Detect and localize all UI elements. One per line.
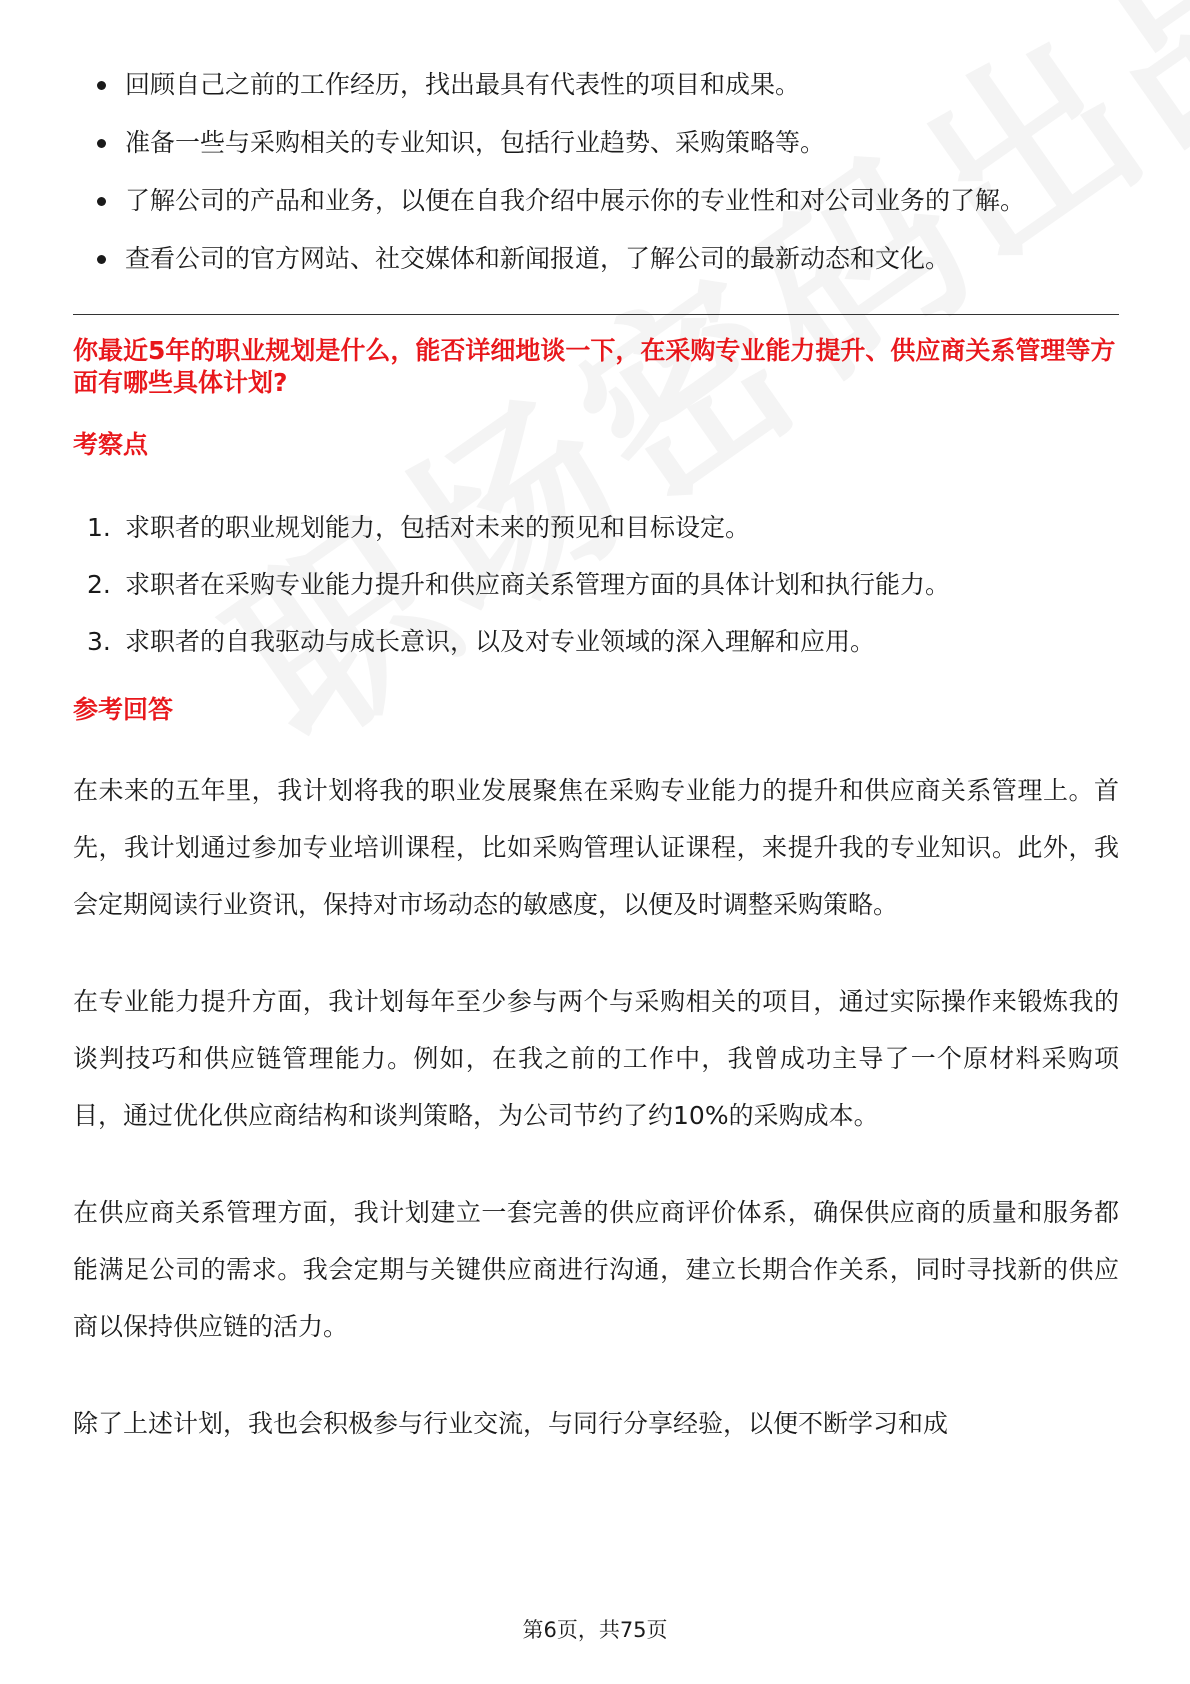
answer-paragraph: 在未来的五年里，我计划将我的职业发展聚焦在采购专业能力的提升和供应商关系管理上。首先，我计划通过参加专业培训课程，比如采购管理认证课程，来提升我的专业知识。此外，我会定期阅读行业资讯，保持对市场动态的敏感度，以便及时调整采购策略。	[73, 776, 1119, 919]
list-item: 了解公司的产品和业务，以便在自我介绍中展示你的专业性和对公司业务的了解。	[73, 172, 1119, 230]
item-text: 求职者在采购专业能力提升和供应商关系管理方面的具体计划和执行能力。	[125, 570, 951, 599]
numbered-item	[73, 499, 1119, 556]
list-item: 准备一些与采购相关的专业知识，包括行业趋势、采购策略等。	[73, 114, 1119, 172]
answer-paragraph: 除了上述计划，我也会积极参与行业交流，与同行分享经验，以便不断学习和成	[73, 1409, 949, 1438]
item-text: 求职者的自我驱动与成长意识，以及对专业领域的深入理解和应用。	[125, 627, 876, 656]
answer-paragraph: 在供应商关系管理方面，我计划建立一套完善的供应商评价体系，确保供应商的质量和服务都能满足公司的需求。我会定期与关键供应商进行沟通，建立长期合作关系，同时寻找新的供应商以保持供应链的活力。	[73, 1198, 1119, 1341]
numbered-item	[73, 613, 1119, 670]
reference-answer-label: 参考回答	[73, 695, 174, 724]
question-heading: 你最近5年的职业规划是什么，能否详细地谈一下，在采购专业能力提升、供应商关系管理等方面有哪些具体计划?	[73, 336, 1116, 397]
page-content	[73, 56, 1119, 1452]
section-divider	[73, 314, 1119, 315]
reference-answer	[73, 762, 1119, 1452]
list-item: 回顾自己之前的工作经历，找出最具有代表性的项目和成果。	[73, 56, 1119, 114]
item-text: 求职者的职业规划能力，包括对未来的预见和目标设定。	[125, 513, 751, 542]
assessment-points-label: 考察点	[73, 430, 149, 459]
preparation-list	[73, 56, 1119, 288]
item-number: 2.	[87, 570, 111, 599]
page-number: 第6页，共75页	[522, 1618, 668, 1642]
answer-paragraph: 在专业能力提升方面，我计划每年至少参与两个与采购相关的项目，通过实际操作来锻炼我的谈判技巧和供应链管理能力。例如，在我之前的工作中，我曾成功主导了一个原材料采购项目，通过优化供应商结构和谈判策略，为公司节约了约10%的采购成本。	[73, 987, 1119, 1130]
list-item: 查看公司的官方网站、社交媒体和新闻报道，了解公司的最新动态和文化。	[73, 230, 1119, 288]
numbered-item	[73, 556, 1119, 613]
assessment-points-list	[73, 499, 1119, 670]
item-number: 1.	[87, 513, 111, 542]
item-number: 3.	[87, 627, 111, 656]
